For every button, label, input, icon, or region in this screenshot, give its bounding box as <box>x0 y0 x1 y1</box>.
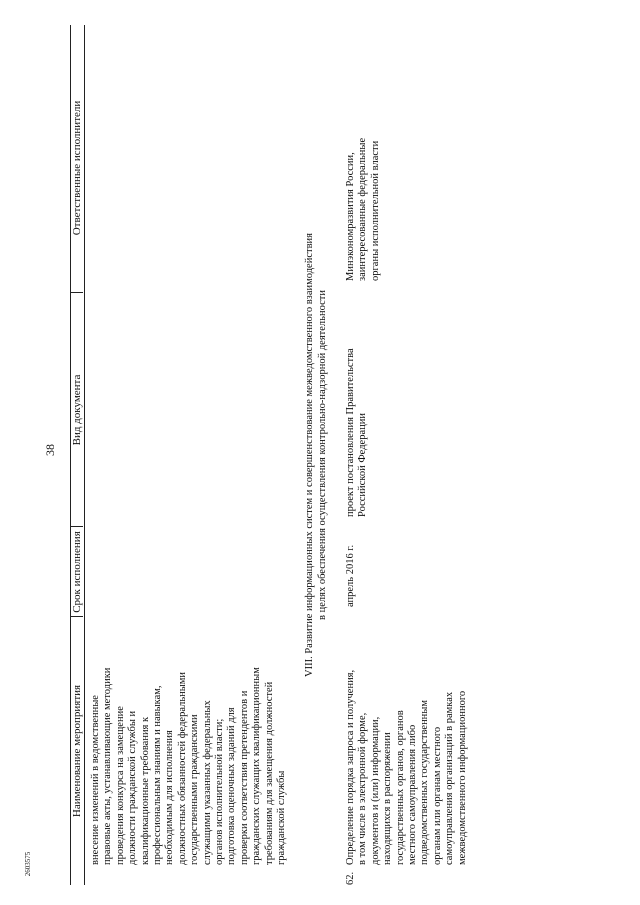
header-bottom-rule <box>84 25 85 885</box>
text-line: государственными гражданскими <box>189 714 201 865</box>
text-line: должности гражданской службы и <box>127 710 139 865</box>
row-62-activity <box>345 615 469 865</box>
document-code: 2603575 <box>24 851 32 877</box>
text-line: проект постановления Правительства <box>345 348 356 517</box>
row-62-deadline: апрель 2016 г. <box>345 544 356 607</box>
page-number: 38 <box>43 444 57 456</box>
header-executors: Ответственные исполнители <box>71 100 83 236</box>
text-line: гражданских служащих квалификационным <box>251 667 263 865</box>
section-heading-line: в целях обеспечения осуществления контрольно-надзорной деятельности <box>316 290 328 620</box>
continuation-text <box>90 615 289 865</box>
text-line: служащими указанных федеральных <box>201 700 213 865</box>
rotated-table-sheet <box>70 25 590 885</box>
text-line: подготовка оценочных заданий для <box>226 707 238 865</box>
text-line: органы исполнительной власти <box>369 140 381 281</box>
row-62-document-type <box>345 297 370 517</box>
section-heading <box>304 25 329 885</box>
text-line: самоуправления организаций в рамках <box>444 691 456 865</box>
text-line: находящихся в распоряжении <box>382 732 394 865</box>
text-line: квалификационные требования к <box>139 716 151 865</box>
text-line: внесение изменений в ведомственные <box>90 695 101 865</box>
text-line: проверки соответствия претендентов и <box>238 690 250 865</box>
text-line: профессиональным знаниям и навыкам, <box>152 685 164 865</box>
text-line: заинтересованные федеральные <box>357 137 369 281</box>
text-line: в том числе в электронной форме, <box>357 712 369 865</box>
text-line: документов и (или) информации, <box>369 716 381 865</box>
row-62-executors <box>345 41 382 281</box>
text-line: гражданской службы <box>276 770 288 865</box>
text-line: межведомственного информационного <box>456 690 468 865</box>
text-line: местного самоуправления либо <box>407 724 419 865</box>
header-deadline: Срок исполнения <box>71 531 83 613</box>
text-line: Определение порядка запроса и получения, <box>345 669 356 865</box>
text-line: государственных органов, органов <box>394 710 406 865</box>
text-line: проведения конкурса на замещение <box>114 706 126 865</box>
text-line: необходимым для исполнения <box>164 730 176 865</box>
header-document-type: Вид документа <box>71 374 83 446</box>
text-line: требованиям для замещения должностей <box>263 681 275 865</box>
row-number: 62. <box>345 871 356 885</box>
text-line: правовые акты, устанавливающие методики <box>102 667 114 865</box>
text-line: Минэкономразвития России, <box>345 152 356 281</box>
header-activity: Наименование мероприятия <box>71 684 83 818</box>
section-heading-line: VIII. Развитие информационных систем и совершенствование межведомственного взаимодействия <box>304 233 315 677</box>
text-line: органам или органам местного <box>431 726 443 865</box>
text-line: Российской Федерации <box>357 413 369 517</box>
text-line: органов исполнительной власти; <box>214 718 226 865</box>
text-line: подведомственных государственным <box>419 699 431 865</box>
text-line: должностных обязанностей федеральными <box>176 671 188 865</box>
